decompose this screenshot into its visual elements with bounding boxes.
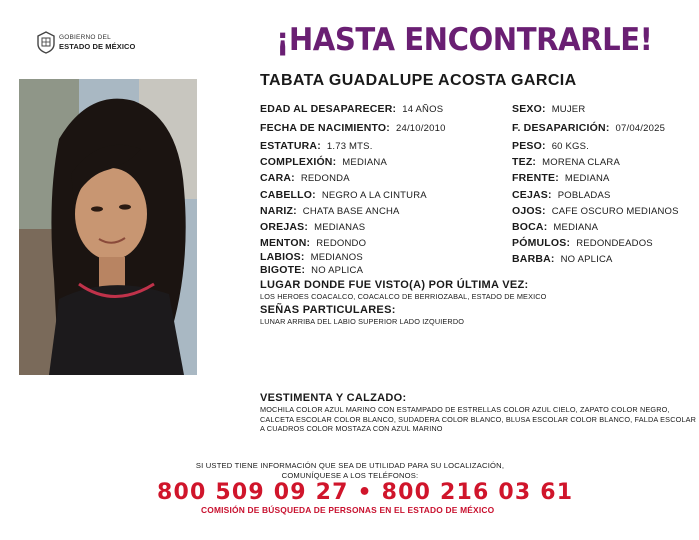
detail-value: REDONDO [316, 238, 367, 249]
detail-value: 1.73 MTS. [326, 141, 373, 152]
detail-value: 14 AÑOS [402, 104, 444, 115]
detail-row [512, 156, 620, 169]
detail-row [260, 122, 446, 135]
detail-label: BOCA: [512, 221, 548, 233]
detail-value: MEDIANAS [314, 222, 366, 233]
detail-value: NEGRO A LA CINTURA [321, 190, 427, 201]
contact-note-line-1: SI USTED TIENE INFORMACIÓN QUE SEA DE UTILIDAD PARA SU LOCALIZACIÓN, [195, 461, 505, 470]
detail-label: OJOS: [512, 205, 546, 217]
marks-title: SEÑAS PARTICULARES: [260, 304, 396, 316]
detail-value: REDONDEADOS [576, 238, 653, 249]
detail-row [512, 237, 653, 250]
government-logo [36, 30, 146, 56]
detail-value: NO APLICA [311, 265, 364, 276]
detail-label: CABELLO: [260, 189, 316, 201]
detail-value: 24/10/2010 [396, 123, 446, 134]
detail-row [512, 253, 613, 266]
detail-label: OREJAS: [260, 221, 309, 233]
detail-row [512, 103, 585, 116]
detail-label: BARBA: [512, 253, 555, 265]
person-name: TABATA GUADALUPE ACOSTA GARCIA [260, 72, 577, 89]
detail-row [512, 189, 611, 202]
clothing-text [260, 405, 696, 434]
clothing-line: MOCHILA COLOR AZUL MARINO CON ESTAMPADO DE ESTRELLAS COLOR AZUL CIELO, ZAPATO COLOR NEGRO, [260, 405, 670, 414]
last-seen-title: LUGAR DONDE FUE VISTO(A) POR ÚLTIMA VEZ: [260, 279, 529, 291]
detail-row [260, 189, 427, 202]
detail-row [260, 172, 350, 185]
last-seen-text: LOS HEROES COACALCO, COACALCO DE BERRIOZABAL, ESTADO DE MEXICO [260, 292, 547, 301]
marks-text: LUNAR ARRIBA DEL LABIO SUPERIOR LADO IZQUIERDO [260, 317, 465, 326]
detail-value: MUJER [551, 104, 586, 115]
coat-of-arms-icon [36, 30, 56, 54]
detail-row [260, 237, 366, 250]
detail-row [260, 205, 400, 218]
detail-value: MEDIANOS [310, 252, 363, 263]
detail-label: BIGOTE: [260, 264, 306, 276]
detail-label: CARA: [260, 172, 295, 184]
detail-row [260, 221, 365, 234]
detail-value: MEDIANA [342, 157, 387, 168]
headline: ¡HASTA ENCONTRARLE! [276, 22, 653, 58]
logo-line-1: GOBIERNO DEL [59, 34, 111, 41]
logo-line-2: ESTADO DE MÉXICO [59, 42, 136, 51]
logo-text [59, 33, 135, 51]
detail-label: F. DESAPARICIÓN: [512, 122, 610, 134]
detail-value: CAFE OSCURO MEDIANOS [551, 206, 679, 217]
detail-label: FECHA DE NACIMIENTO: [260, 122, 390, 134]
detail-row [260, 264, 363, 277]
portrait-illustration [19, 79, 197, 375]
missing-person-photo [19, 79, 197, 375]
detail-value: MEDIANA [553, 222, 599, 233]
detail-row [512, 205, 679, 218]
detail-row [260, 156, 387, 169]
detail-value: POBLADAS [557, 190, 611, 201]
detail-row [512, 140, 589, 153]
detail-row [512, 122, 665, 135]
commission-name: COMISIÓN DE BÚSQUEDA DE PERSONAS EN EL ESTADO DE MÉXICO [201, 505, 495, 515]
clothing-line: A CUADROS COLOR MOSTAZA CON AZUL MARINO [260, 424, 443, 433]
detail-label: FRENTE: [512, 172, 559, 184]
clothing-title: VESTIMENTA Y CALZADO: [260, 392, 407, 404]
detail-row [512, 172, 610, 185]
detail-label: MENTON: [260, 237, 311, 249]
detail-label: CEJAS: [512, 189, 552, 201]
detail-label: COMPLEXIÓN: [260, 156, 337, 168]
detail-value: MORENA CLARA [542, 157, 621, 168]
detail-label: TEZ: [512, 156, 537, 168]
detail-row [512, 221, 598, 234]
detail-value: 07/04/2025 [615, 123, 666, 134]
detail-label: PESO: [512, 140, 546, 152]
detail-row [260, 140, 373, 153]
detail-row [260, 251, 363, 264]
detail-value: REDONDA [300, 173, 350, 184]
contact-note [150, 461, 550, 480]
detail-label: LABIOS: [260, 251, 305, 263]
detail-value: CHATA BASE ANCHA [302, 206, 400, 217]
detail-row [260, 103, 443, 116]
detail-label: ESTATURA: [260, 140, 321, 152]
clothing-line: CALCETA ESCOLAR COLOR BLANCO, SUDADERA COLOR BLANCO, BLUSA ESCOLAR COLOR BLANCO, FALDA ESCOLAR [260, 414, 697, 424]
detail-label: SEXO: [512, 103, 546, 115]
contact-note-line-2: COMUNÍQUESE A LOS TELÉFONOS: [281, 470, 419, 480]
detail-label: NARIZ: [260, 205, 297, 217]
phone-numbers[interactable]: 800 509 09 27 • 800 216 03 61 [157, 480, 574, 505]
detail-value: 60 KGS. [551, 141, 589, 152]
detail-label: PÓMULOS: [512, 237, 571, 249]
detail-label: EDAD AL DESAPARECER: [260, 103, 397, 115]
detail-value: MEDIANA [564, 173, 610, 184]
detail-value: NO APLICA [560, 254, 613, 265]
